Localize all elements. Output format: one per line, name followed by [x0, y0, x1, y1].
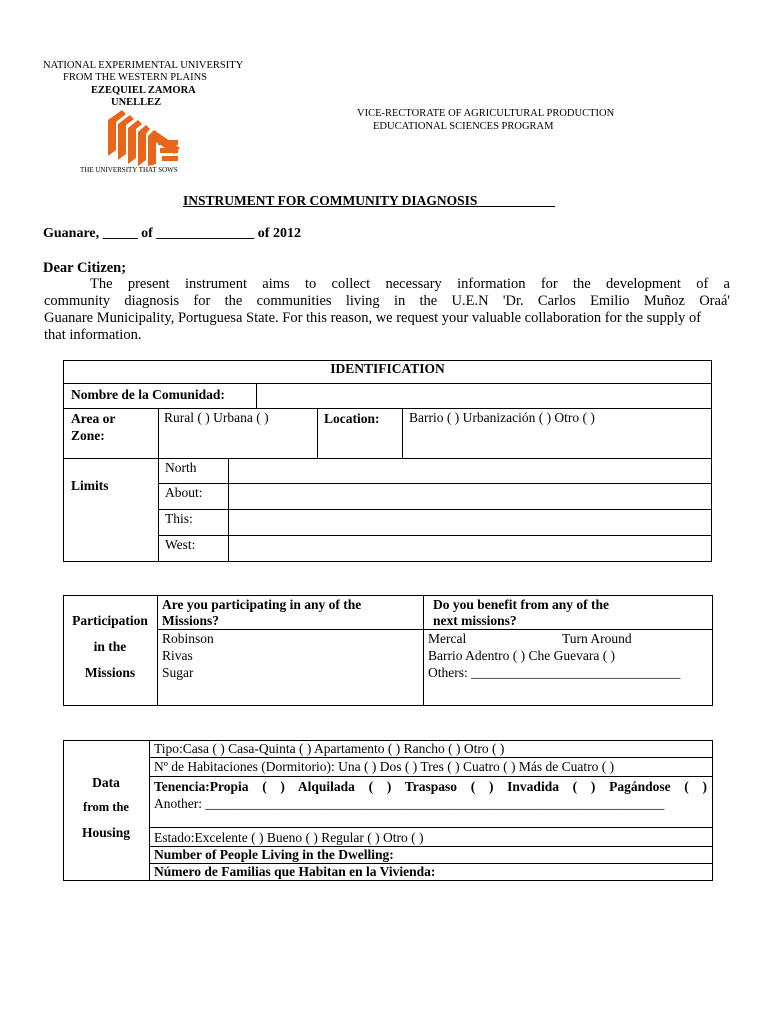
missions-label-3: Missions: [84, 665, 136, 680]
area-zone-options[interactable]: Rural ( ) Urbana ( ): [164, 410, 269, 425]
housing-rooms-options[interactable]: Nº de Habitaciones (Dormitorio): Una ( ) Dos ( ) Tres ( ) Cuatro ( ) Más de Cuatro ( ): [154, 759, 615, 774]
housing-people-count[interactable]: Number of People Living in the Dwelling:: [154, 847, 394, 862]
missions-question-1-line-2: Missions?: [162, 613, 220, 628]
mission-option-mercal[interactable]: Mercal: [428, 631, 467, 646]
area-zone-label-2: Zone:: [71, 428, 105, 443]
missions-label-2: in the: [93, 639, 127, 654]
location-label: Location:: [324, 411, 380, 426]
intro-line-2: community diagnosis for the communities living in the U.E.N 'Dr. Carlos Emilio Muñoz Oraá': [44, 293, 730, 309]
greeting: Dear Citizen;: [43, 260, 127, 276]
document-title: INSTRUMENT FOR COMMUNITY DIAGNOSIS ___________: [183, 193, 556, 208]
area-zone-label-1: Area or: [71, 411, 116, 426]
university-name-line-2: FROM THE WESTERN PLAINS: [63, 72, 208, 83]
limits-label: Limits: [71, 478, 109, 493]
university-motto: THE UNIVERSITY THAT SOWS: [80, 166, 178, 174]
housing-label-3: Housing: [81, 825, 131, 840]
limit-north-field[interactable]: [230, 459, 710, 482]
limit-north-label: North: [165, 460, 197, 475]
limit-about-label: About:: [165, 485, 203, 500]
mission-options-barrio-che[interactable]: Barrio Adentro ( ) Che Guevara ( ): [428, 648, 616, 663]
limit-about-field[interactable]: [230, 484, 710, 508]
limit-west-label: West:: [165, 537, 196, 552]
housing-label-2: from the: [83, 800, 129, 814]
intro-line-3: Guanare Municipality, Portuguesa State. For this reason, we request your valuable collaboration for the supply of: [44, 310, 702, 326]
program-line: EDUCATIONAL SCIENCES PROGRAM: [373, 121, 554, 132]
mission-option-sugar[interactable]: Sugar: [162, 665, 194, 680]
housing-another-field[interactable]: Another: ____________________________________________________________________: [154, 796, 665, 811]
housing-families-count[interactable]: Número de Familias que Habitan en la Vivienda:: [154, 864, 436, 879]
university-name-line-1: NATIONAL EXPERIMENTAL UNIVERSITY: [43, 60, 244, 71]
limit-west-field[interactable]: [230, 536, 710, 560]
missions-question-2-line-1: Do you benefit from any of the: [433, 597, 609, 612]
missions-question-1-line-1: Are you participating in any of the: [162, 597, 362, 612]
limit-this-label: This:: [165, 511, 193, 526]
mission-option-rivas[interactable]: Rivas: [162, 648, 193, 663]
intro-line-4: that information.: [44, 327, 142, 343]
intro-line-1: The present instrument aims to collect necessary information for the development of a: [90, 276, 730, 292]
mission-option-turn-around[interactable]: Turn Around: [562, 631, 632, 646]
date-line: Guanare, _____ of ______________ of 2012: [43, 226, 301, 241]
mission-option-robinson[interactable]: Robinson: [162, 631, 214, 646]
university-logo: [108, 110, 180, 166]
housing-label-1: Data: [92, 775, 120, 790]
university-name-line-3: EZEQUIEL ZAMORA: [91, 85, 196, 96]
housing-tenure-options[interactable]: Tenencia:Propia ( ) Alquilada ( ) Traspaso ( ) Invadida ( ) Pagándose ( ): [154, 779, 707, 794]
missions-label-1: Participation: [72, 613, 148, 628]
housing-tipo-options[interactable]: Tipo:Casa ( ) Casa-Quinta ( ) Apartamento ( ) Rancho ( ) Otro ( ): [154, 741, 505, 756]
location-options[interactable]: Barrio ( ) Urbanización ( ) Otro ( ): [409, 410, 595, 425]
mission-option-others[interactable]: Others: _______________________________: [428, 665, 681, 680]
missions-question-2-line-2: next missions?: [433, 613, 517, 628]
limit-this-field[interactable]: [230, 510, 710, 534]
community-name-label: Nombre de la Comunidad:: [71, 387, 225, 402]
housing-condition-options[interactable]: Estado:Excelente ( ) Bueno ( ) Regular ( ) Otro ( ): [154, 830, 424, 845]
vice-rectorate-line: VICE-RECTORATE OF AGRICULTURAL PRODUCTION: [357, 108, 615, 119]
identification-heading: IDENTIFICATION: [330, 361, 445, 376]
university-name-line-4: UNELLEZ: [111, 97, 162, 108]
community-name-field[interactable]: [258, 385, 710, 407]
